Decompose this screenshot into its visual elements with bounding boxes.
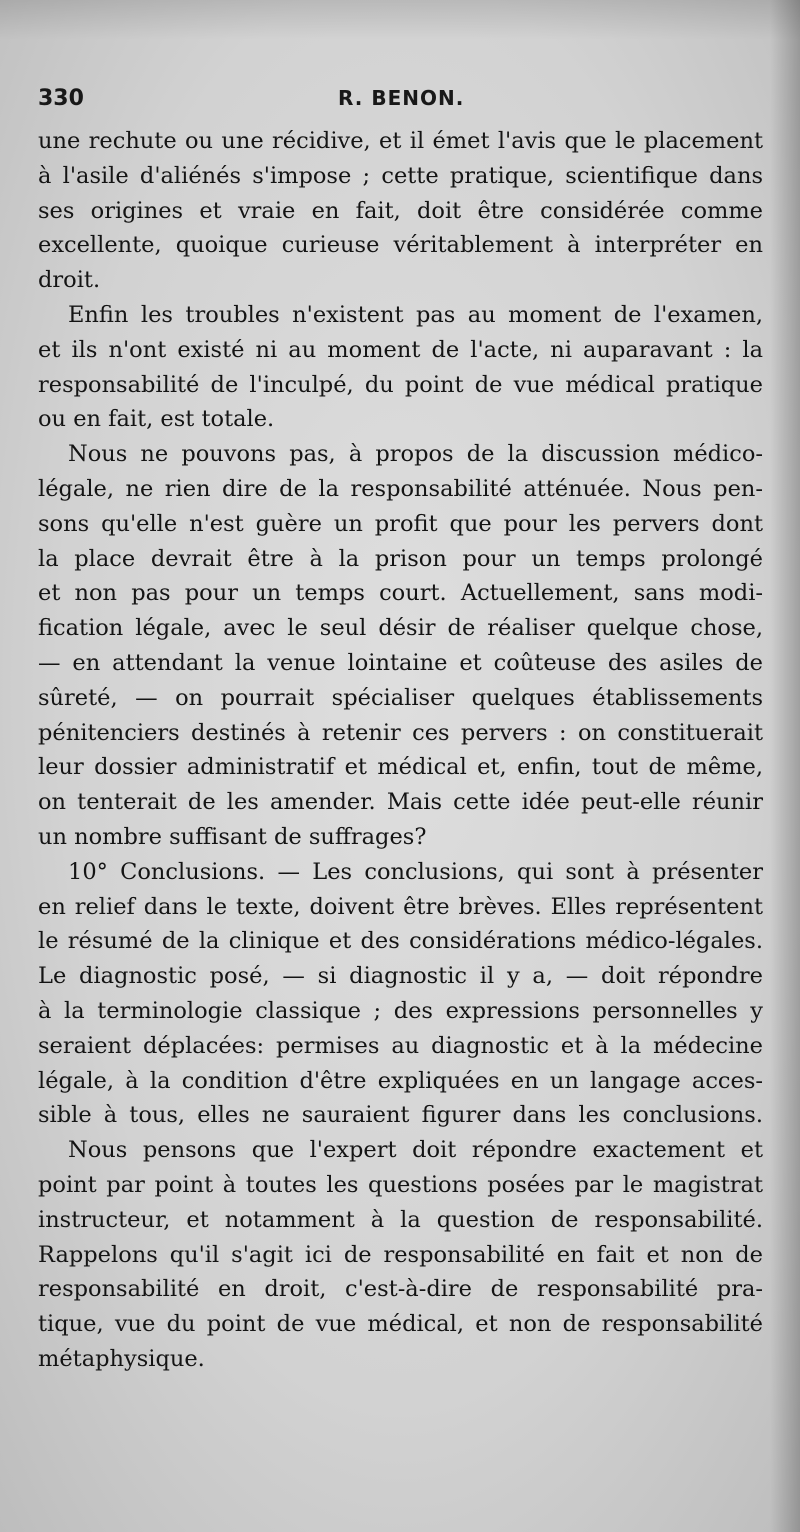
text-line: Nous pensons que l'expert doit répondre exactement et <box>68 1137 763 1164</box>
text-line: point par point à toutes les questions posées par le magistrat <box>38 1171 763 1198</box>
text-line: on tenterait de les amender. Mais cette idée peut-elle réunir <box>38 789 763 816</box>
text-line: légale, à la condition d'être expliquées en un langage acces- <box>38 1067 763 1094</box>
page-edge-shadow <box>770 0 800 1532</box>
running-header <box>38 86 760 120</box>
text-line: 10° Conclusions. — Les conclusions, qui sont à présenter <box>68 858 763 885</box>
text-line: en relief dans le texte, doivent être brèves. Elles représentent <box>38 893 763 920</box>
paragraph <box>38 855 763 1133</box>
text-line: une rechute ou une récidive, et il émet l'avis que le placement <box>38 128 763 154</box>
paragraph <box>38 437 763 855</box>
text-line: Rappelons qu'il s'agit ici de responsabilité en fait et non de <box>38 1241 763 1268</box>
text-line: la place devrait être à la prison pour un temps prolongé <box>38 545 763 572</box>
text-line: fication légale, avec le seul désir de réaliser quelque chose, <box>38 615 763 642</box>
text-line: et non pas pour un temps court. Actuellement, sans modi- <box>38 580 763 607</box>
text-line: sûreté, — on pourrait spécialiser quelques établissements <box>38 684 763 711</box>
text-line: — en attendant la venue lointaine et coûteuse des asiles de <box>38 649 763 676</box>
text-line: leur dossier administratif et médical et, enfin, tout de même, <box>38 754 763 781</box>
page-number: 330 <box>38 86 84 111</box>
text-line: pénitenciers destinés à retenir ces pervers : on constituerait <box>38 719 763 746</box>
page-top-shadow <box>0 0 800 40</box>
text-line: à la terminologie classique ; des expressions personnelles y <box>38 997 763 1024</box>
text-line: le résumé de la clinique et des considérations médico-légales. <box>38 928 763 955</box>
text-line: à l'asile d'aliénés s'impose ; cette pratique, scientifique dans <box>38 162 763 189</box>
running-title: R. BENON. <box>338 86 465 110</box>
text-line: sons qu'elle n'est guère un profit que pour les pervers dont <box>38 510 763 537</box>
text-line: ses origines et vraie en fait, doit être considérée comme <box>38 197 763 224</box>
text-line: instructeur, et notamment à la question de responsabilité. <box>38 1206 763 1233</box>
text-line: et ils n'ont existé ni au moment de l'acte, ni auparavant : la <box>38 336 763 363</box>
paragraph <box>38 124 763 298</box>
text-line: droit. <box>38 267 101 294</box>
text-line: seraient déplacées: permises au diagnostic et à la médecine <box>38 1032 763 1059</box>
text-line: excellente, quoique curieuse véritablement à interpréter en <box>38 232 763 259</box>
body-text <box>38 124 763 1377</box>
text-line: sible à tous, elles ne sauraient figurer dans les conclusions. <box>38 1102 763 1129</box>
paragraph <box>38 1133 763 1377</box>
text-line: légale, ne rien dire de la responsabilité atténuée. Nous pen- <box>38 475 763 502</box>
text-line: responsabilité de l'inculpé, du point de vue médical pratique <box>38 371 763 398</box>
text-line: Enfin les troubles n'existent pas au moment de l'examen, <box>68 301 763 328</box>
text-line: Nous ne pouvons pas, à propos de la discussion médico- <box>68 441 763 468</box>
text-line: un nombre suffisant de suffrages? <box>38 823 427 850</box>
text-line: Le diagnostic posé, — si diagnostic il y a, — doit répondre <box>38 963 763 990</box>
text-line: métaphysique. <box>38 1345 205 1372</box>
text-line: ou en fait, est totale. <box>38 406 275 433</box>
text-line: tique, vue du point de vue médical, et non de responsabilité <box>38 1311 763 1338</box>
paragraph <box>38 298 763 437</box>
text-line: responsabilité en droit, c'est-à-dire de responsabilité pra- <box>38 1276 763 1303</box>
